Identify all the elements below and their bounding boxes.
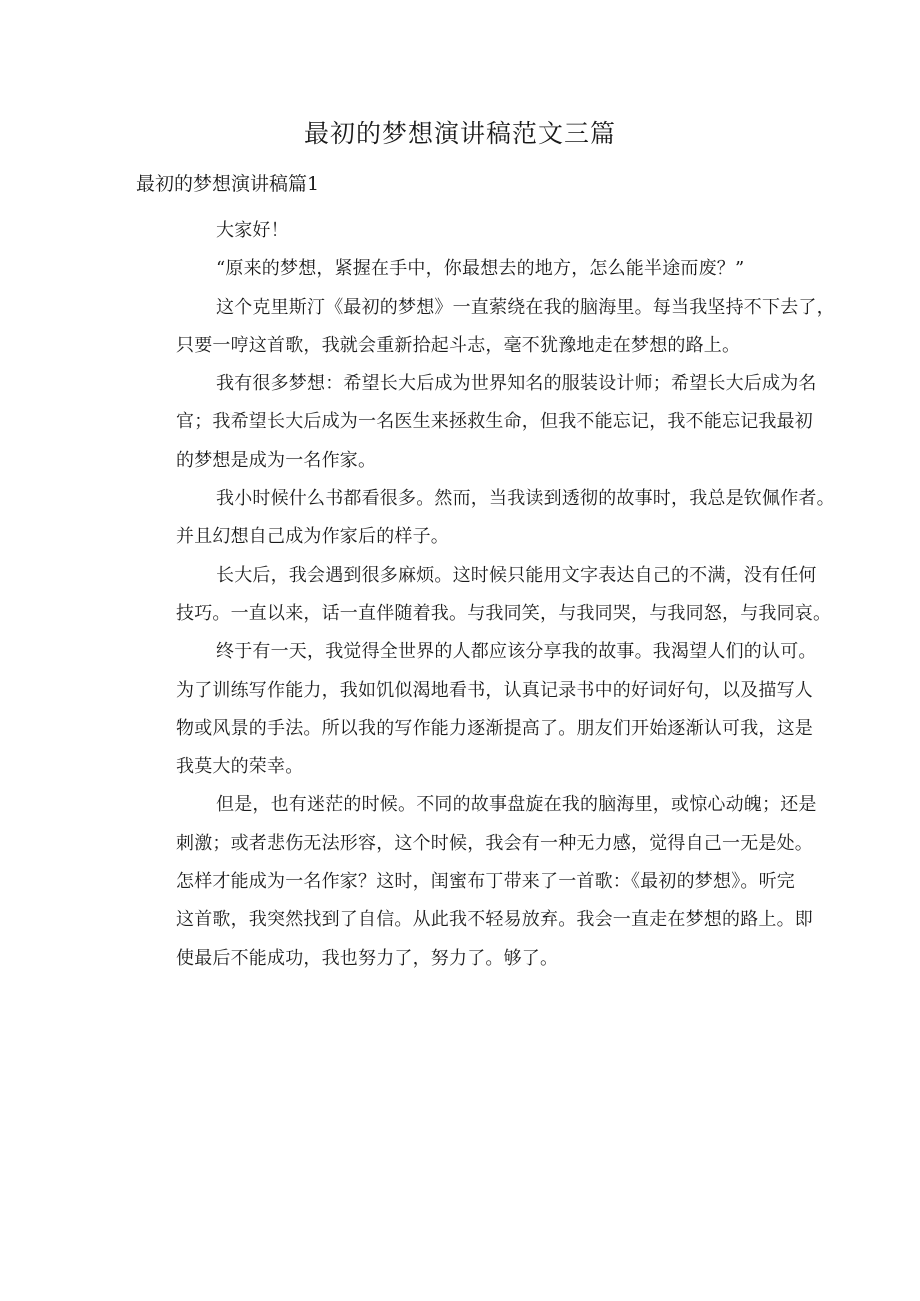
paragraph [136,480,835,557]
paragraph-line: 终于有一天，我觉得全世界的人都应该分享我的故事。我渴望人们的认可。 [216,641,817,663]
paragraph-line: “原来的梦想，紧握在手中，你最想去的地方，怎么能半途而废？” [216,258,745,280]
paragraph [136,557,832,634]
paragraph-line: 长大后，我会遇到很多麻烦。这时候只能用文字表达自己的不满，没有任何 [216,564,817,586]
paragraph-line: 这个克里斯汀《最初的梦想》一直萦绕在我的脑海里。每当我坚持不下去了， [216,296,835,318]
paragraph [136,289,835,366]
paragraph-line: 我莫大的荣幸。 [176,756,304,778]
paragraph-line: 技巧。一直以来，话一直伴随着我。与我同笑，与我同哭，与我同怒，与我同哀。 [176,602,832,624]
paragraph-line: 并且幻想自己成为作家后的样子。 [176,526,449,548]
paragraph-line: 的梦想是成为一名作家。 [176,449,377,471]
paragraph-line: 我小时候什么书都看很多。然而，当我读到透彻的故事时，我总是钦佩作者。 [216,488,835,510]
paragraph-line: 刺激；或者悲伤无法形容，这个时候，我会有一种无力感，觉得自己一无是处。 [176,832,813,854]
paragraph [136,633,817,786]
paragraph-line: 大家好！ [216,220,289,241]
paragraph-line: 我有很多梦想：希望长大后成为世界知名的服装设计师；希望长大后成为名 [216,373,817,395]
paragraph-line: 官；我希望长大后成为一名医生来拯救生命，但我不能忘记，我不能忘记我最初 [176,411,813,433]
paragraph-line: 物或风景的手法。所以我的写作能力逐渐提高了。朋友们开始逐渐认可我，这是 [176,717,813,739]
paragraph [136,786,817,977]
paragraph [136,212,796,250]
paragraph-line: 使最后不能成功，我也努力了，努力了。够了。 [176,947,559,969]
paragraph-line: 这首歌，我突然找到了自信。从此我不轻易放弃。我会一直走在梦想的路上。即 [176,909,813,931]
paragraph-line: 但是，也有迷茫的时候。不同的故事盘旋在我的脑海里，或惊心动魄；还是 [216,794,817,816]
paragraph-line: 只要一哼这首歌，我就会重新拾起斗志，毫不犹豫地走在梦想的路上。 [176,334,741,356]
paragraph [136,365,817,480]
paragraph-line: 怎样才能成为一名作家？这时，闺蜜布丁带来了一首歌：《最初的梦想》。听完 [176,871,795,893]
section-heading: 最初的梦想演讲稿篇1 [136,173,320,195]
paragraph-line: 为了训练写作能力，我如饥似渴地看书，认真记录书中的好词好句，以及描写人 [176,679,813,701]
paragraph [136,250,796,288]
body-text [136,212,835,978]
document-title: 最初的梦想演讲稿范文三篇 [303,119,616,148]
